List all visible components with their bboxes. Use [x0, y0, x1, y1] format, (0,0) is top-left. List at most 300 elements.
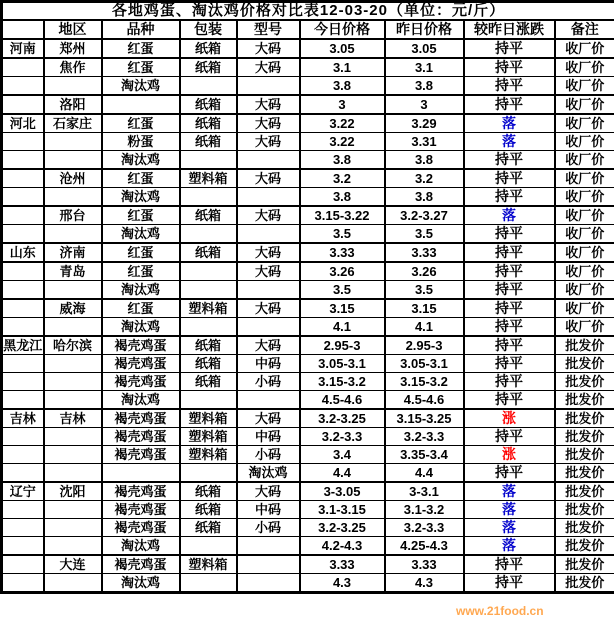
- table-row: [2, 206, 614, 225]
- cell-today: 3.15-3.2: [300, 373, 385, 391]
- cell-size: 中码: [237, 501, 300, 519]
- cell-city: 济南: [44, 243, 102, 262]
- cell-yesterday: 3.8: [385, 77, 464, 96]
- table-row: [2, 409, 614, 428]
- cell-province: [2, 555, 44, 574]
- table-row: [2, 428, 614, 446]
- col-header-size: 型号: [237, 20, 300, 39]
- cell-variety: 红蛋: [102, 243, 180, 262]
- cell-packaging: 纸箱: [180, 482, 237, 501]
- cell-today: 3.22: [300, 114, 385, 133]
- cell-today: 3-3.05: [300, 482, 385, 501]
- cell-size: 中码: [237, 428, 300, 446]
- cell-note: 收厂价: [555, 188, 614, 207]
- cell-size: 小码: [237, 373, 300, 391]
- cell-yesterday: 3.35-3.4: [385, 446, 464, 464]
- cell-packaging: [180, 188, 237, 207]
- cell-size: 小码: [237, 446, 300, 464]
- table-row: [2, 299, 614, 318]
- cell-variety: 粉蛋: [102, 133, 180, 151]
- cell-size: 大码: [237, 114, 300, 133]
- cell-variety: 红蛋: [102, 299, 180, 318]
- cell-province: [2, 262, 44, 281]
- cell-note: 批发价: [555, 574, 614, 593]
- cell-city: [44, 373, 102, 391]
- cell-note: 批发价: [555, 482, 614, 501]
- cell-province: [2, 77, 44, 96]
- table-row: [2, 482, 614, 501]
- table-row: [2, 574, 614, 593]
- cell-city: 沧州: [44, 169, 102, 188]
- cell-variety: 红蛋: [102, 114, 180, 133]
- cell-city: [44, 225, 102, 244]
- cell-yesterday: 3.15-3.2: [385, 373, 464, 391]
- cell-note: 收厂价: [555, 318, 614, 337]
- cell-variety: 红蛋: [102, 262, 180, 281]
- cell-today: 4.5-4.6: [300, 391, 385, 410]
- cell-city: [44, 355, 102, 373]
- cell-packaging: [180, 464, 237, 483]
- cell-packaging: 塑料箱: [180, 446, 237, 464]
- cell-yesterday: 3.15: [385, 299, 464, 318]
- cell-note: 收厂价: [555, 58, 614, 77]
- cell-province: [2, 318, 44, 337]
- cell-change: 持平: [464, 225, 555, 244]
- cell-yesterday: 3.2-3.27: [385, 206, 464, 225]
- cell-yesterday: 3.2: [385, 169, 464, 188]
- cell-packaging: 纸箱: [180, 373, 237, 391]
- cell-note: 批发价: [555, 336, 614, 355]
- cell-packaging: [180, 225, 237, 244]
- cell-packaging: [180, 262, 237, 281]
- header-row: [2, 20, 614, 39]
- cell-province: [2, 95, 44, 114]
- cell-province: [2, 373, 44, 391]
- cell-city: 焦作: [44, 58, 102, 77]
- cell-note: 收厂价: [555, 95, 614, 114]
- cell-change: 持平: [464, 373, 555, 391]
- cell-packaging: 塑料箱: [180, 409, 237, 428]
- cell-packaging: 纸箱: [180, 114, 237, 133]
- cell-variety: 褐壳鸡蛋: [102, 446, 180, 464]
- cell-note: 批发价: [555, 373, 614, 391]
- cell-yesterday: 4.3: [385, 574, 464, 593]
- cell-province: 河北: [2, 114, 44, 133]
- cell-size: 大码: [237, 336, 300, 355]
- cell-today: 3.2-3.3: [300, 428, 385, 446]
- cell-note: 批发价: [555, 519, 614, 537]
- cell-change: 持平: [464, 39, 555, 58]
- cell-today: 3.8: [300, 77, 385, 96]
- cell-variety: 淘汰鸡: [102, 188, 180, 207]
- table-row: [2, 243, 614, 262]
- cell-city: 洛阳: [44, 95, 102, 114]
- cell-city: [44, 133, 102, 151]
- cell-change: 落: [464, 133, 555, 151]
- cell-yesterday: 2.95-3: [385, 336, 464, 355]
- cell-change: 持平: [464, 318, 555, 337]
- cell-note: 收厂价: [555, 225, 614, 244]
- cell-packaging: [180, 391, 237, 410]
- cell-yesterday: 3.8: [385, 151, 464, 170]
- table-row: [2, 225, 614, 244]
- cell-yesterday: 3.2-3.3: [385, 519, 464, 537]
- cell-packaging: [180, 281, 237, 300]
- cell-province: [2, 519, 44, 537]
- cell-size: 大码: [237, 262, 300, 281]
- cell-today: 3.33: [300, 243, 385, 262]
- table-row: [2, 336, 614, 355]
- cell-variety: 淘汰鸡: [102, 225, 180, 244]
- cell-province: 辽宁: [2, 482, 44, 501]
- cell-city: 郑州: [44, 39, 102, 58]
- cell-city: 邢台: [44, 206, 102, 225]
- cell-variety: 淘汰鸡: [102, 318, 180, 337]
- cell-variety: 褐壳鸡蛋: [102, 355, 180, 373]
- cell-packaging: [180, 574, 237, 593]
- cell-change: 持平: [464, 262, 555, 281]
- cell-today: 3.15: [300, 299, 385, 318]
- cell-city: [44, 77, 102, 96]
- cell-change: 落: [464, 537, 555, 556]
- cell-change: 持平: [464, 391, 555, 410]
- table-row: [2, 133, 614, 151]
- cell-province: [2, 428, 44, 446]
- cell-today: 3.8: [300, 188, 385, 207]
- cell-size: 大码: [237, 299, 300, 318]
- cell-change: 持平: [464, 169, 555, 188]
- cell-change: 落: [464, 519, 555, 537]
- cell-yesterday: 3.8: [385, 188, 464, 207]
- col-header-variety: 品种: [102, 20, 180, 39]
- cell-packaging: 纸箱: [180, 355, 237, 373]
- cell-today: 3.05: [300, 39, 385, 58]
- cell-variety: 褐壳鸡蛋: [102, 428, 180, 446]
- cell-size: 大码: [237, 243, 300, 262]
- cell-size: [237, 318, 300, 337]
- cell-packaging: 纸箱: [180, 243, 237, 262]
- cell-variety: 淘汰鸡: [102, 77, 180, 96]
- table-row: [2, 169, 614, 188]
- cell-city: [44, 501, 102, 519]
- cell-city: [44, 281, 102, 300]
- cell-change: 持平: [464, 95, 555, 114]
- cell-change: 持平: [464, 574, 555, 593]
- cell-note: 收厂价: [555, 39, 614, 58]
- cell-province: [2, 537, 44, 556]
- table-row: [2, 58, 614, 77]
- cell-change: 落: [464, 206, 555, 225]
- cell-variety: 褐壳鸡蛋: [102, 482, 180, 501]
- cell-change: 落: [464, 482, 555, 501]
- cell-change: 持平: [464, 58, 555, 77]
- cell-city: [44, 391, 102, 410]
- watermark: www.21food.cn: [456, 604, 544, 618]
- cell-size: 大码: [237, 58, 300, 77]
- table-row: [2, 555, 614, 574]
- cell-size: [237, 225, 300, 244]
- cell-city: 吉林: [44, 409, 102, 428]
- cell-note: 收厂价: [555, 262, 614, 281]
- cell-variety: 褐壳鸡蛋: [102, 409, 180, 428]
- cell-note: 收厂价: [555, 77, 614, 96]
- cell-size: [237, 537, 300, 556]
- table-row: [2, 114, 614, 133]
- cell-yesterday: 3.29: [385, 114, 464, 133]
- cell-variety: 淘汰鸡: [102, 281, 180, 300]
- col-header-today: 今日价格: [300, 20, 385, 39]
- cell-city: 大连: [44, 555, 102, 574]
- cell-packaging: 纸箱: [180, 206, 237, 225]
- cell-city: 青岛: [44, 262, 102, 281]
- cell-change: 涨: [464, 446, 555, 464]
- cell-province: 山东: [2, 243, 44, 262]
- cell-note: 批发价: [555, 501, 614, 519]
- cell-variety: 淘汰鸡: [102, 537, 180, 556]
- cell-packaging: 塑料箱: [180, 555, 237, 574]
- cell-today: 4.2-4.3: [300, 537, 385, 556]
- cell-variety: [102, 95, 180, 114]
- cell-packaging: [180, 537, 237, 556]
- cell-variety: 淘汰鸡: [102, 391, 180, 410]
- cell-province: [2, 281, 44, 300]
- cell-variety: 褐壳鸡蛋: [102, 501, 180, 519]
- cell-packaging: 纸箱: [180, 336, 237, 355]
- cell-packaging: 塑料箱: [180, 299, 237, 318]
- cell-note: 批发价: [555, 446, 614, 464]
- cell-yesterday: 3.33: [385, 555, 464, 574]
- cell-change: 持平: [464, 299, 555, 318]
- table-row: [2, 95, 614, 114]
- cell-today: 3.05-3.1: [300, 355, 385, 373]
- cell-variety: 褐壳鸡蛋: [102, 519, 180, 537]
- cell-province: [2, 225, 44, 244]
- cell-city: [44, 428, 102, 446]
- col-header-change: 较昨日涨跌: [464, 20, 555, 39]
- cell-province: [2, 169, 44, 188]
- cell-note: 批发价: [555, 428, 614, 446]
- cell-yesterday: 3.05: [385, 39, 464, 58]
- cell-province: 河南: [2, 39, 44, 58]
- cell-yesterday: 3.1: [385, 58, 464, 77]
- cell-note: 批发价: [555, 355, 614, 373]
- cell-yesterday: 4.1: [385, 318, 464, 337]
- cell-yesterday: 3.31: [385, 133, 464, 151]
- cell-size: 中码: [237, 355, 300, 373]
- cell-province: [2, 574, 44, 593]
- cell-province: [2, 206, 44, 225]
- cell-packaging: 纸箱: [180, 58, 237, 77]
- cell-size: 大码: [237, 409, 300, 428]
- cell-change: 持平: [464, 281, 555, 300]
- cell-variety: 红蛋: [102, 58, 180, 77]
- cell-city: [44, 464, 102, 483]
- cell-province: [2, 133, 44, 151]
- cell-city: 威海: [44, 299, 102, 318]
- cell-yesterday: 3-3.1: [385, 482, 464, 501]
- cell-note: 收厂价: [555, 133, 614, 151]
- cell-today: 4.1: [300, 318, 385, 337]
- cell-city: 石家庄: [44, 114, 102, 133]
- cell-today: 3.8: [300, 151, 385, 170]
- cell-today: 3.26: [300, 262, 385, 281]
- cell-yesterday: 3.1-3.2: [385, 501, 464, 519]
- cell-size: 大码: [237, 39, 300, 58]
- cell-city: 哈尔滨: [44, 336, 102, 355]
- table-row: [2, 262, 614, 281]
- cell-variety: 淘汰鸡: [102, 574, 180, 593]
- title-row: [2, 2, 614, 21]
- cell-size: [237, 281, 300, 300]
- table-row: [2, 77, 614, 96]
- page-title: 各地鸡蛋、淘汰鸡价格对比表12-03-20（单位：元/斤）: [111, 2, 506, 19]
- cell-note: 收厂价: [555, 243, 614, 262]
- table-row: [2, 281, 614, 300]
- cell-size: [237, 574, 300, 593]
- cell-today: 4.4: [300, 464, 385, 483]
- cell-size: 大码: [237, 482, 300, 501]
- cell-yesterday: 3.33: [385, 243, 464, 262]
- col-header-city: 地区: [44, 20, 102, 39]
- cell-yesterday: 3.5: [385, 225, 464, 244]
- cell-variety: 淘汰鸡: [102, 151, 180, 170]
- cell-province: [2, 355, 44, 373]
- cell-note: 收厂价: [555, 281, 614, 300]
- cell-today: 3: [300, 95, 385, 114]
- cell-packaging: 塑料箱: [180, 169, 237, 188]
- cell-change: 持平: [464, 555, 555, 574]
- cell-city: [44, 188, 102, 207]
- col-header-packaging: 包装: [180, 20, 237, 39]
- cell-size: 小码: [237, 519, 300, 537]
- table-row: [2, 318, 614, 337]
- cell-variety: 红蛋: [102, 39, 180, 58]
- cell-variety: 褐壳鸡蛋: [102, 336, 180, 355]
- cell-yesterday: 4.4: [385, 464, 464, 483]
- cell-city: [44, 446, 102, 464]
- cell-yesterday: 3.26: [385, 262, 464, 281]
- cell-province: [2, 391, 44, 410]
- cell-size: [237, 391, 300, 410]
- cell-variety: 红蛋: [102, 206, 180, 225]
- cell-change: 持平: [464, 188, 555, 207]
- cell-province: [2, 151, 44, 170]
- cell-province: 黑龙江: [3, 338, 43, 353]
- table-row: [2, 373, 614, 391]
- cell-change: 持平: [464, 336, 555, 355]
- cell-size: [237, 555, 300, 574]
- cell-note: 收厂价: [555, 169, 614, 188]
- col-header-note: 备注: [555, 20, 614, 39]
- cell-province: [2, 446, 44, 464]
- cell-today: 3.5: [300, 281, 385, 300]
- cell-today: 3.33: [300, 555, 385, 574]
- table-row: [2, 519, 614, 537]
- cell-packaging: 塑料箱: [180, 428, 237, 446]
- cell-today: 3.5: [300, 225, 385, 244]
- cell-packaging: [180, 318, 237, 337]
- table-row: [2, 355, 614, 373]
- cell-city: [44, 151, 102, 170]
- cell-province: [2, 464, 44, 483]
- col-header-yesterday: 昨日价格: [385, 20, 464, 39]
- cell-today: 2.95-3: [300, 336, 385, 355]
- table-row: [2, 537, 614, 556]
- cell-yesterday: 4.25-4.3: [385, 537, 464, 556]
- cell-province: 吉林: [2, 409, 44, 428]
- cell-city: [44, 574, 102, 593]
- cell-change: 落: [464, 114, 555, 133]
- table-row: [2, 464, 614, 483]
- cell-size: 大码: [237, 133, 300, 151]
- cell-packaging: [180, 151, 237, 170]
- cell-today: 3.2-3.25: [300, 409, 385, 428]
- cell-city: [44, 318, 102, 337]
- cell-packaging: 纸箱: [180, 39, 237, 58]
- cell-size: 大码: [237, 169, 300, 188]
- cell-note: 收厂价: [555, 299, 614, 318]
- cell-change: 持平: [464, 428, 555, 446]
- cell-today: 3.1-3.15: [300, 501, 385, 519]
- cell-size: [237, 151, 300, 170]
- cell-size: [237, 188, 300, 207]
- cell-variety: 褐壳鸡蛋: [102, 373, 180, 391]
- cell-province: [2, 188, 44, 207]
- col-header-province: [2, 20, 44, 39]
- cell-today: 3.2-3.25: [300, 519, 385, 537]
- cell-today: 3.4: [300, 446, 385, 464]
- cell-change: 持平: [464, 355, 555, 373]
- cell-change: 落: [464, 501, 555, 519]
- cell-province: [2, 58, 44, 77]
- cell-packaging: 纸箱: [180, 519, 237, 537]
- cell-change: 涨: [464, 409, 555, 428]
- cell-city: [44, 537, 102, 556]
- cell-today: 3.1: [300, 58, 385, 77]
- cell-packaging: 纸箱: [180, 133, 237, 151]
- cell-yesterday: 3: [385, 95, 464, 114]
- cell-today: 4.3: [300, 574, 385, 593]
- cell-city: [44, 519, 102, 537]
- cell-yesterday: 4.5-4.6: [385, 391, 464, 410]
- cell-variety: 褐壳鸡蛋: [102, 555, 180, 574]
- cell-today: 3.15-3.22: [300, 206, 385, 225]
- cell-change: 持平: [464, 464, 555, 483]
- cell-size: 大码: [237, 95, 300, 114]
- cell-variety: 红蛋: [102, 169, 180, 188]
- cell-change: 持平: [464, 243, 555, 262]
- cell-packaging: 纸箱: [180, 95, 237, 114]
- cell-yesterday: 3.2-3.3: [385, 428, 464, 446]
- cell-packaging: 纸箱: [180, 501, 237, 519]
- cell-note: 批发价: [555, 391, 614, 410]
- cell-yesterday: 3.5: [385, 281, 464, 300]
- cell-packaging: [180, 77, 237, 96]
- table-row: [2, 151, 614, 170]
- table-row: [2, 188, 614, 207]
- cell-note: 收厂价: [555, 151, 614, 170]
- cell-today: 3.22: [300, 133, 385, 151]
- table-row: [2, 39, 614, 58]
- cell-province: [2, 501, 44, 519]
- table-row: [2, 391, 614, 410]
- cell-note: 收厂价: [555, 114, 614, 133]
- cell-note: 收厂价: [555, 206, 614, 225]
- cell-yesterday: 3.05-3.1: [385, 355, 464, 373]
- table-row: [2, 446, 614, 464]
- table-row: [2, 501, 614, 519]
- cell-variety: [102, 464, 180, 483]
